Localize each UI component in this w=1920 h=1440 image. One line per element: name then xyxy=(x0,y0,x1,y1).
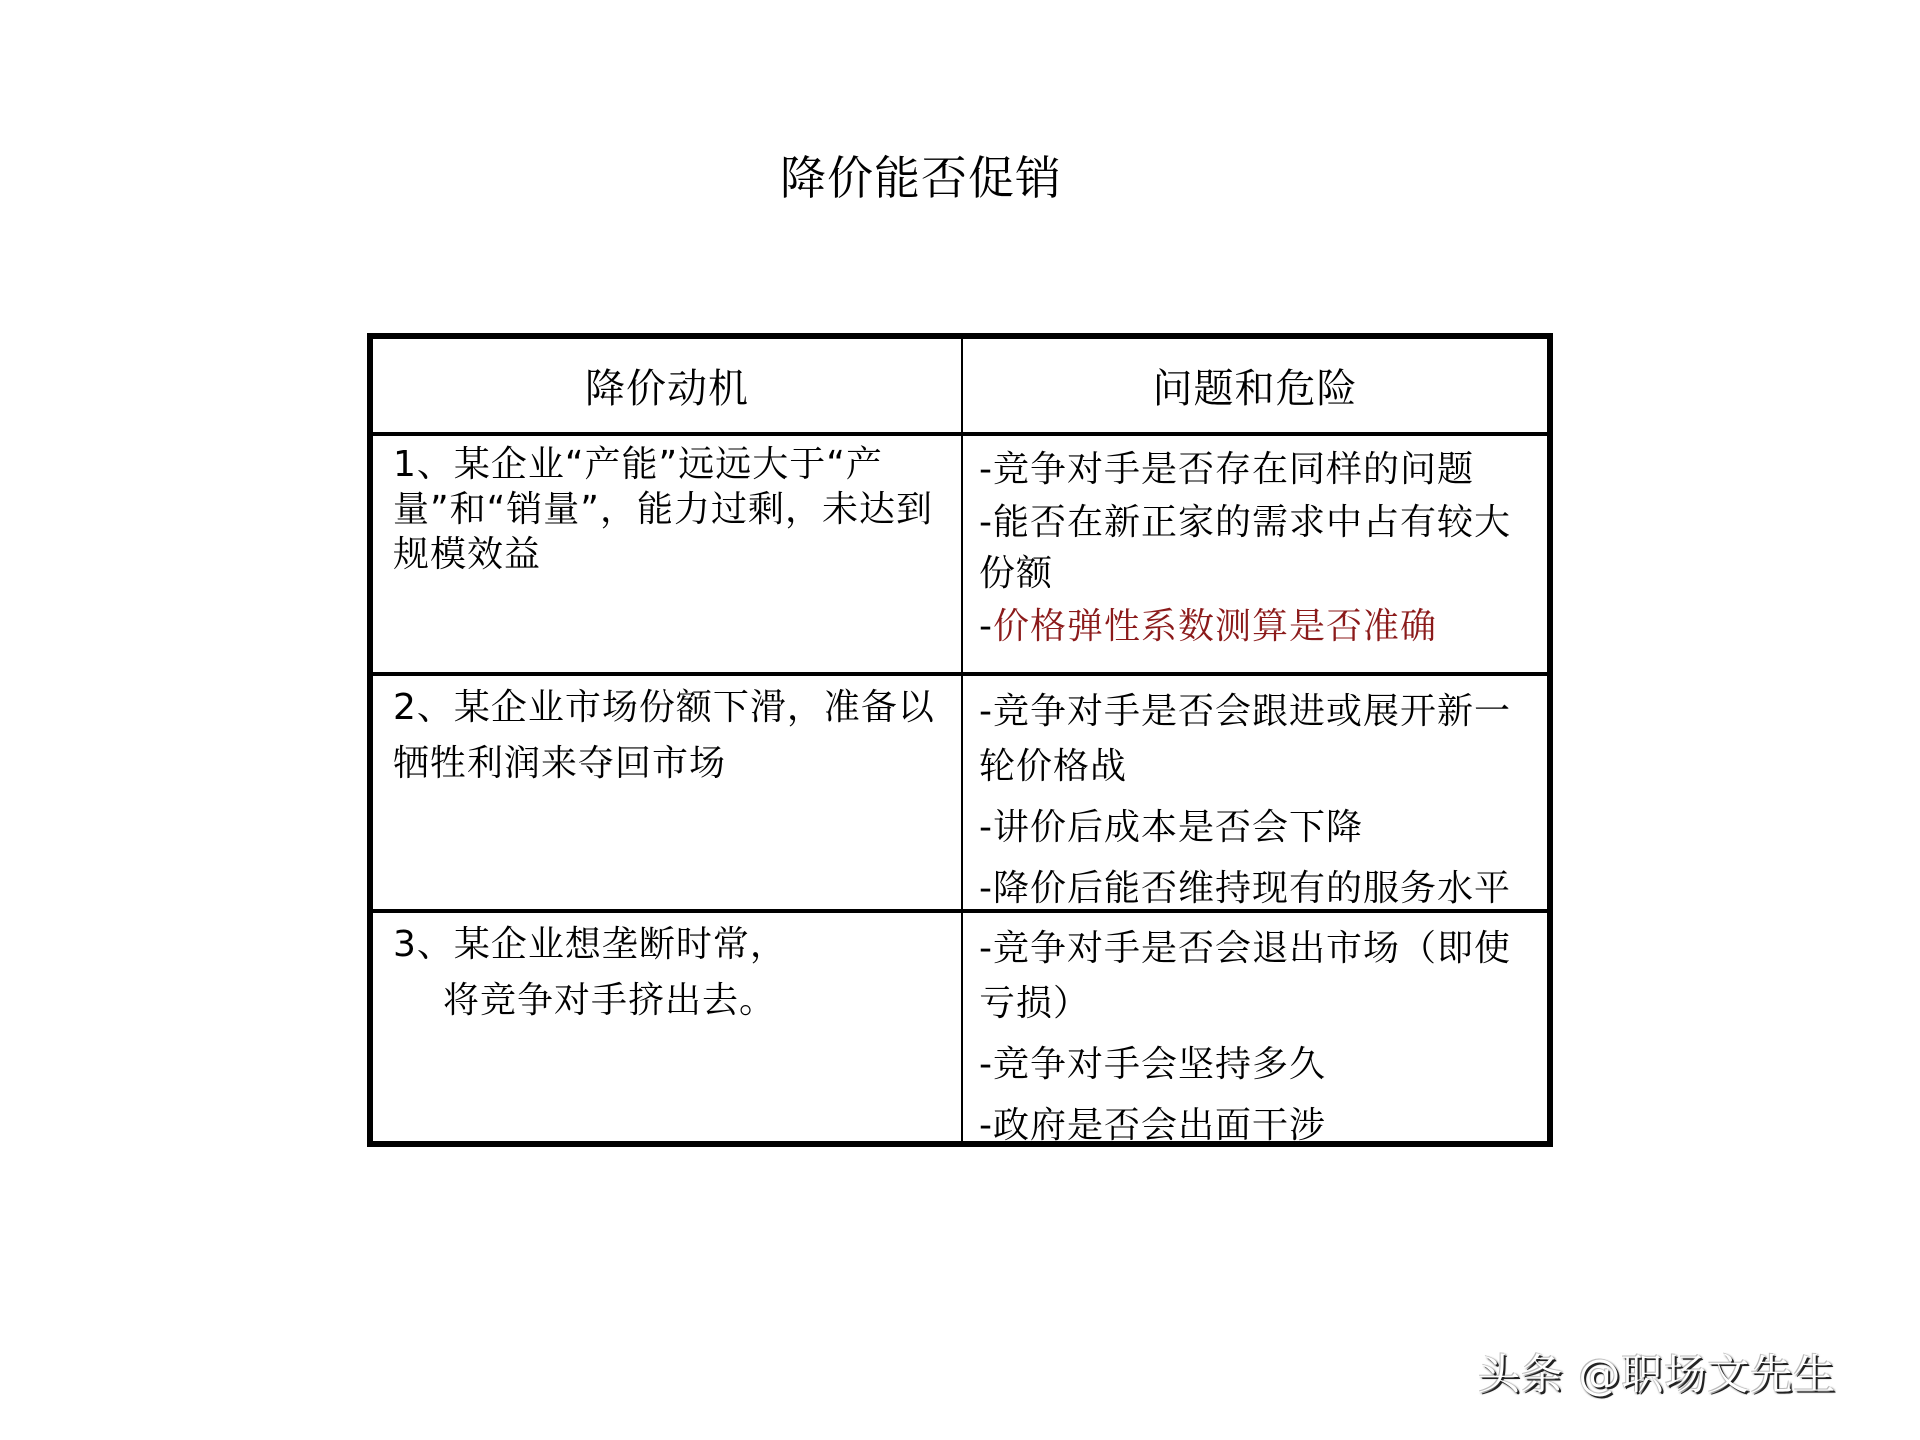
motive-cell-3 xyxy=(373,913,963,1141)
risk-text: 政府是否会出面干涉 xyxy=(993,1105,1327,1141)
motive-cell-2: 2、某企业市场份额下滑，准备以牺牲利润来夺回市场 xyxy=(373,676,963,913)
dash: - xyxy=(979,691,993,732)
price-cut-comparison-table xyxy=(367,333,1553,1147)
dash: - xyxy=(979,928,993,969)
risk-text-highlighted: 价格弹性系数测算是否准确 xyxy=(993,606,1438,647)
dash: - xyxy=(979,807,993,848)
risk-item xyxy=(979,1037,1537,1092)
risk-text: 降价后能否维持现有的服务水平 xyxy=(993,868,1512,909)
risk-text: 竞争对手是否存在同样的问题 xyxy=(993,449,1475,490)
dash: - xyxy=(979,606,993,647)
risk-text: 能否在新正家的需求中占有较大份额 xyxy=(979,502,1512,594)
dash: - xyxy=(979,449,993,490)
risk-text: 竞争对手会坚持多久 xyxy=(993,1044,1327,1085)
risk-item-highlighted xyxy=(979,601,1537,652)
dash: - xyxy=(979,502,993,543)
risks-cell-1 xyxy=(963,436,1547,676)
motive-line-2: 将竞争对手挤出去。 xyxy=(443,980,777,1021)
dash: - xyxy=(979,868,993,909)
watermark: 头条 @职场文先生 xyxy=(1478,1350,1837,1399)
dash: - xyxy=(979,1044,993,1085)
risk-item xyxy=(979,1098,1537,1141)
risk-item xyxy=(979,921,1537,1031)
motive-cell-1: 1、某企业“产能”远远大于“产量”和“销量”，能力过剩，未达到规模效益 xyxy=(373,436,963,676)
risk-text: 竞争对手是否会跟进或展开新一轮价格战 xyxy=(979,691,1512,787)
header-problems-and-risks: 问题和危险 xyxy=(963,339,1547,436)
risks-cell-2 xyxy=(963,676,1547,913)
slide-title: 降价能否促销 xyxy=(780,151,1062,205)
risk-item xyxy=(979,861,1537,913)
risk-item xyxy=(979,684,1537,794)
risks-cell-3 xyxy=(963,913,1547,1141)
risk-item xyxy=(979,800,1537,855)
motive-line-1: 3、某企业想垄断时常， xyxy=(393,924,787,965)
dash: - xyxy=(979,1105,993,1141)
header-price-cut-motive: 降价动机 xyxy=(373,339,963,436)
risk-item xyxy=(979,497,1537,599)
risk-text: 讲价后成本是否会下降 xyxy=(993,807,1364,848)
risk-item xyxy=(979,444,1537,495)
risk-text: 竞争对手是否会退出市场（即使亏损） xyxy=(979,928,1512,1024)
